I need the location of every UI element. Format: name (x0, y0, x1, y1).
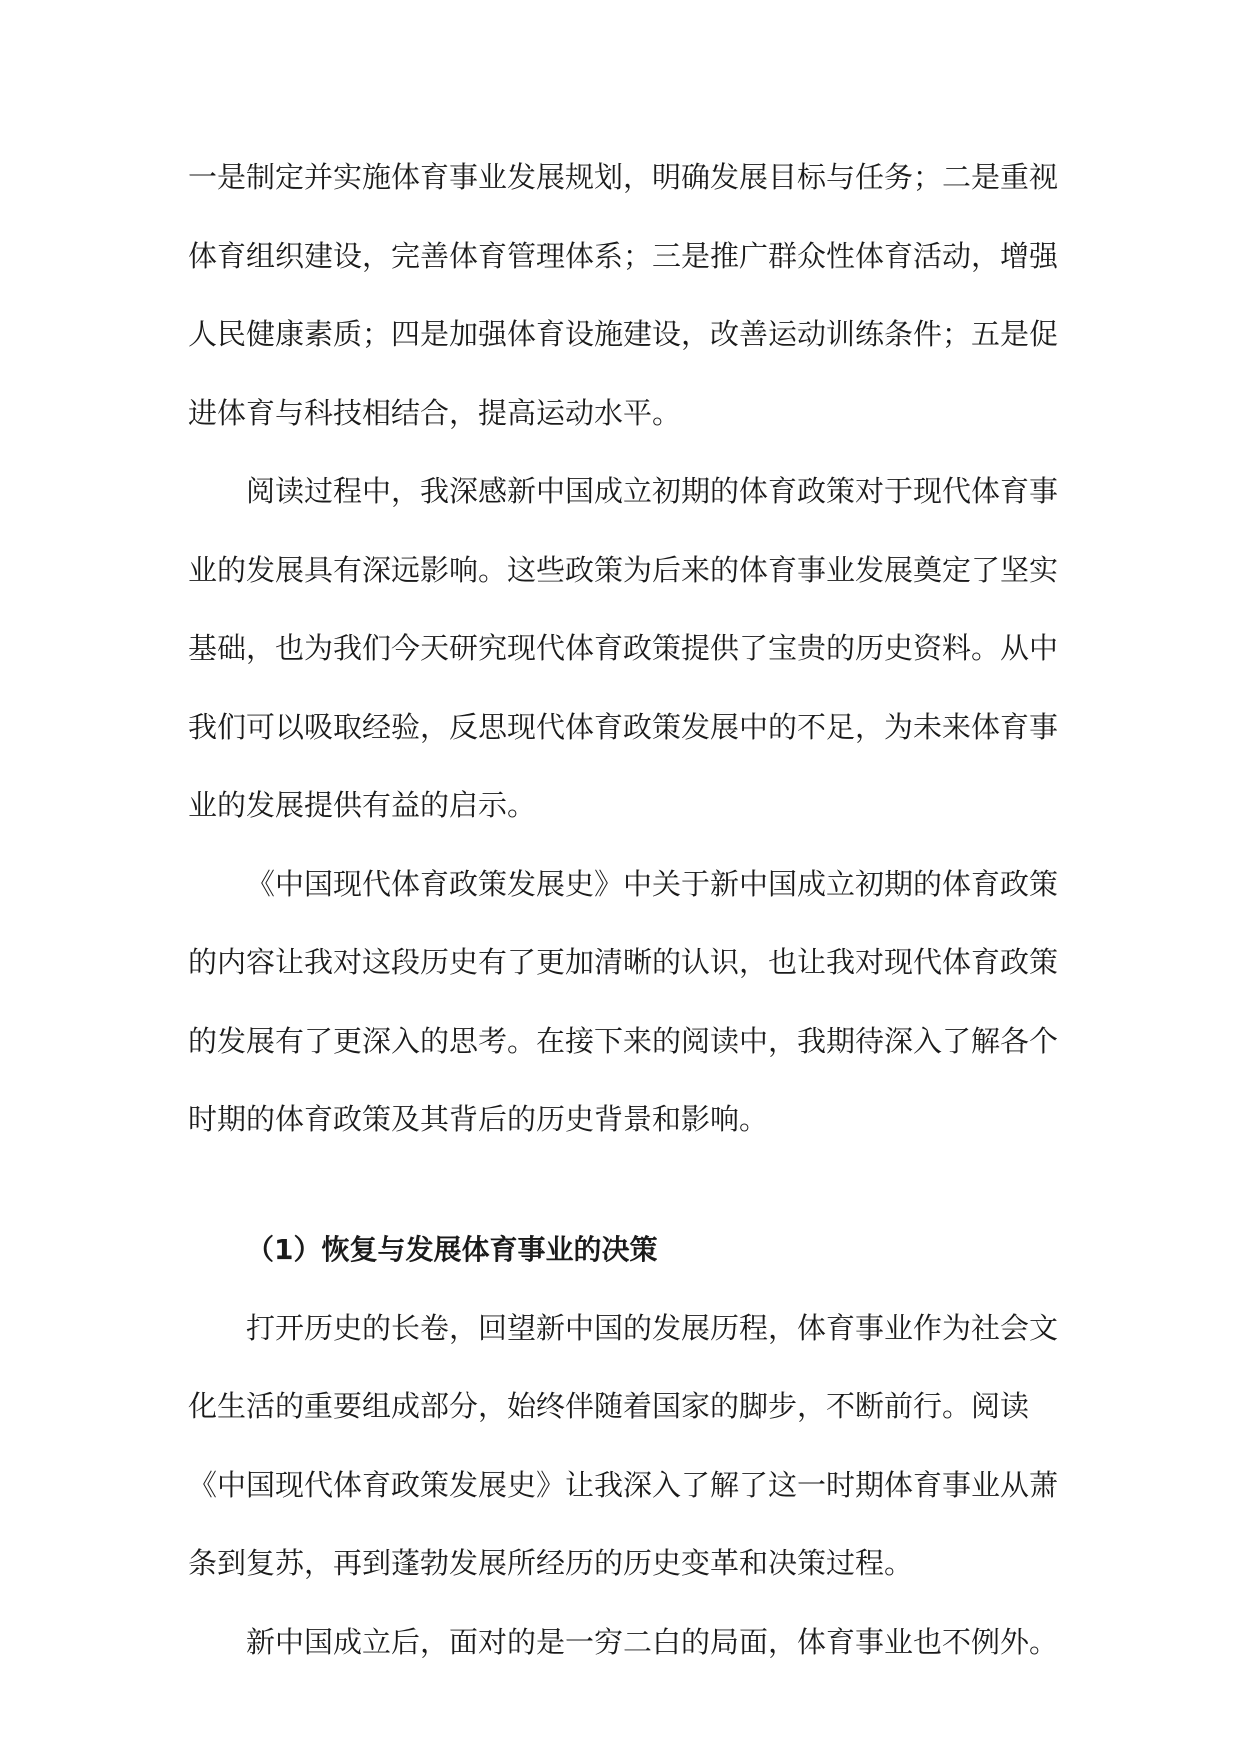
text-line: 打开历史的长卷，回望新中国的发展历程，体育事业作为社会文 (246, 1310, 1059, 1345)
text-line: 基础，也为我们今天研究现代体育政策提供了宝贵的历史资料。从中 (188, 631, 1059, 665)
text-line: 《中国现代体育政策发展史》让我深入了解了这一时期体育事业从萧 (188, 1467, 1059, 1502)
section-gap (188, 1159, 1056, 1211)
text-line: 时期的体育政策及其背后的历史背景和影响。 (188, 1102, 769, 1136)
paragraph-4 (188, 1289, 1059, 1603)
text-line: 《中国现代体育政策发展史》中关于新中国成立初期的体育政策 (246, 866, 1059, 901)
document-body (188, 138, 1059, 1681)
text-line: 新中国成立后，面对的是一穷二白的局面，体育事业也不例外。 (246, 1624, 1059, 1659)
paragraph-3 (188, 845, 1059, 1159)
text-line: 的发展有了更深入的思考。在接下来的阅读中，我期待深入了解各个 (188, 1023, 1059, 1058)
text-line: 阅读过程中，我深感新中国成立初期的体育政策对于现代体育事 (246, 474, 1059, 508)
text-line: 一是制定并实施体育事业发展规划，明确发展目标与任务；二是重视 (188, 160, 1059, 194)
text-line: 我们可以吸取经验，反思现代体育政策发展中的不足，为未来体育事 (188, 709, 1059, 744)
text-line: 条到复苏，再到蓬勃发展所经历的历史变革和决策过程。 (188, 1546, 914, 1580)
text-line: 人民健康素质；四是加强体育设施建设，改善运动训练条件；五是促 (188, 317, 1059, 351)
paragraph-2 (188, 452, 1059, 845)
text-line: 进体育与科技相结合，提高运动水平。 (188, 395, 682, 430)
text-line: 体育组织建设，完善体育管理体系；三是推广群众性体育活动，增强 (188, 238, 1059, 273)
text-line: 业的发展提供有益的启示。 (188, 788, 537, 822)
paragraph-1 (188, 138, 1059, 452)
paragraph-5 (188, 1603, 1059, 1682)
text-line: 的内容让我对这段历史有了更加清晰的认识，也让我对现代体育政策 (188, 945, 1059, 979)
text-line: 业的发展具有深远影响。这些政策为后来的体育事业发展奠定了坚实 (188, 552, 1059, 587)
section-heading: （1）恢复与发展体育事业的决策 (246, 1232, 658, 1266)
text-line: 化生活的重要组成部分，始终伴随着国家的脚步，不断前行。阅读 (188, 1389, 1030, 1423)
